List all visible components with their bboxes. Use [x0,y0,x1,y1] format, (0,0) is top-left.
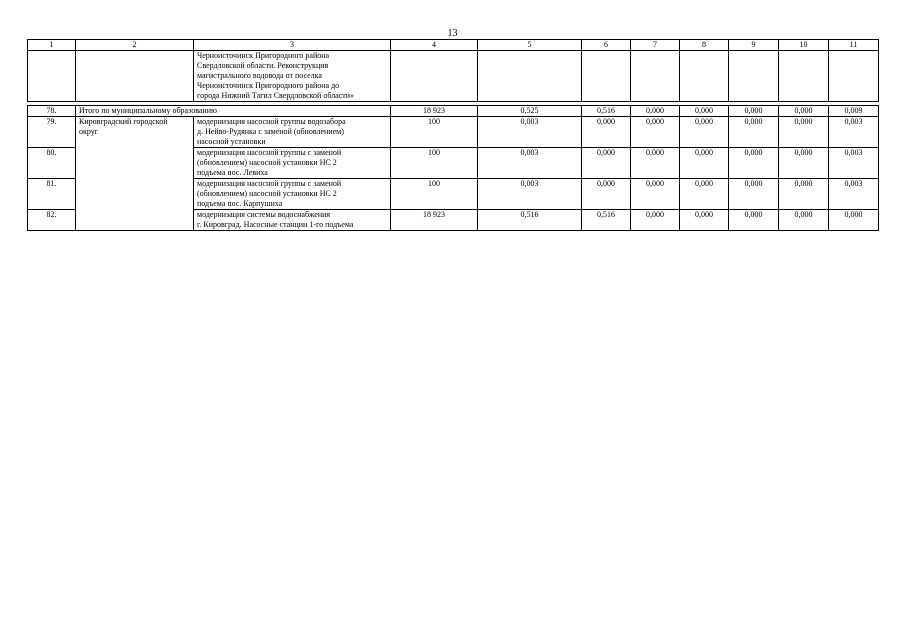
value-cell: 0,000 [779,148,829,179]
value-cell: 0,000 [729,210,779,231]
column-number: 4 [391,40,478,51]
value-cell: 0,003 [478,117,582,148]
row-number: 82. [28,210,76,231]
value-cell: 0,000 [631,148,680,179]
row-number: 81. [28,179,76,210]
value-cell: 0,516 [582,106,631,117]
value-cell: 18 923 [391,210,478,231]
row-number-cell [28,51,76,102]
value-cell: 0,000 [829,210,879,231]
row-number: 79. [28,117,76,148]
description-line: модернизация насосной группы водозабора [197,117,346,126]
municipality-line: округ [79,127,99,136]
value-cell: 0,000 [582,179,631,210]
column-number: 11 [829,40,879,51]
value-cell: 18 923 [391,106,478,117]
column-number: 9 [729,40,779,51]
description-cell [194,117,391,148]
description-line: модернизация насосной группы с заменой [197,179,342,188]
page-number: 13 [447,28,458,39]
column-number: 3 [194,40,391,51]
value-cell: 0,000 [680,179,729,210]
value-cell: 0,000 [680,210,729,231]
value-cell: 0,000 [729,148,779,179]
value-cell: 0,000 [631,117,680,148]
value-cell: 0,516 [478,210,582,231]
description-line: насосной установки [197,137,266,146]
description-line: Черноисточинск Пригородного района [197,51,330,60]
description-cell [194,148,391,179]
value-cell: 0,000 [582,148,631,179]
value-cell: 0,003 [478,148,582,179]
column-number: 5 [478,40,582,51]
value-cell: 0,003 [829,179,879,210]
row-number: 78. [28,106,76,117]
value-cell: 0,525 [478,106,582,117]
value-cell: 0,000 [582,117,631,148]
value-cell: 0,000 [631,106,680,117]
description-line: города Нижний Тагил Свердловской области» [197,91,355,100]
value-cell [829,51,879,102]
value-cell: 0,000 [779,117,829,148]
column-number: 2 [76,40,194,51]
value-cell: 0,000 [729,106,779,117]
value-cell: 0,000 [631,179,680,210]
continued-row [28,51,879,102]
total-row [28,106,879,117]
description-line: подъема пос. Левиха [197,168,268,177]
investment-table [27,39,879,231]
value-cell [582,51,631,102]
value-cell [631,51,680,102]
value-cell: 0,000 [779,179,829,210]
value-cell: 0,003 [478,179,582,210]
description-line: подъема пос. Карпушиха [197,199,283,208]
description-cell [194,210,391,231]
value-cell [779,51,829,102]
column-number-row [28,40,879,51]
municipality-cell [76,117,194,231]
value-cell: 100 [391,148,478,179]
description-line: Свердловской области. Реконструкция [197,61,329,70]
value-cell: 0,003 [829,117,879,148]
value-cell: 0,000 [729,117,779,148]
value-cell: 0,000 [779,106,829,117]
description-line: модернизация насосной группы с заменой [197,148,342,157]
value-cell [391,51,478,102]
value-cell: 0,000 [779,210,829,231]
total-label: Итого по муниципальному образованию [76,106,391,117]
column-number: 7 [631,40,680,51]
value-cell: 100 [391,179,478,210]
column-number: 8 [680,40,729,51]
description-line: модернизация системы водоснабжения [197,210,331,219]
description-line: (обновлением) насосной установки НС 2 [197,189,337,198]
description-line: г. Кировград. Насосные станции 1-го подъема [197,220,354,229]
value-cell: 100 [391,117,478,148]
value-cell [478,51,582,102]
municipality-cell [76,51,194,102]
value-cell: 0,516 [582,210,631,231]
value-cell: 0,009 [829,106,879,117]
column-number: 1 [28,40,76,51]
value-cell: 0,000 [729,179,779,210]
column-number: 6 [582,40,631,51]
municipality-line: Кировградский городской [79,117,168,126]
description-line: магистрального водовода от поселка [197,71,322,80]
description-cell [194,179,391,210]
value-cell: 0,000 [631,210,680,231]
row-number: 80. [28,148,76,179]
description-line: д. Нейво-Рудянка с заменой (обновлением) [197,127,344,136]
description-cell [194,51,391,102]
value-cell: 0,000 [680,117,729,148]
value-cell: 0,003 [829,148,879,179]
value-cell: 0,000 [680,148,729,179]
value-cell [729,51,779,102]
value-cell [680,51,729,102]
column-number: 10 [779,40,829,51]
description-line: (обновлением) насосной установки НС 2 [197,158,337,167]
description-line: Черноисточинск Пригородного района до [197,81,340,90]
table-row [28,117,879,148]
value-cell: 0,000 [680,106,729,117]
